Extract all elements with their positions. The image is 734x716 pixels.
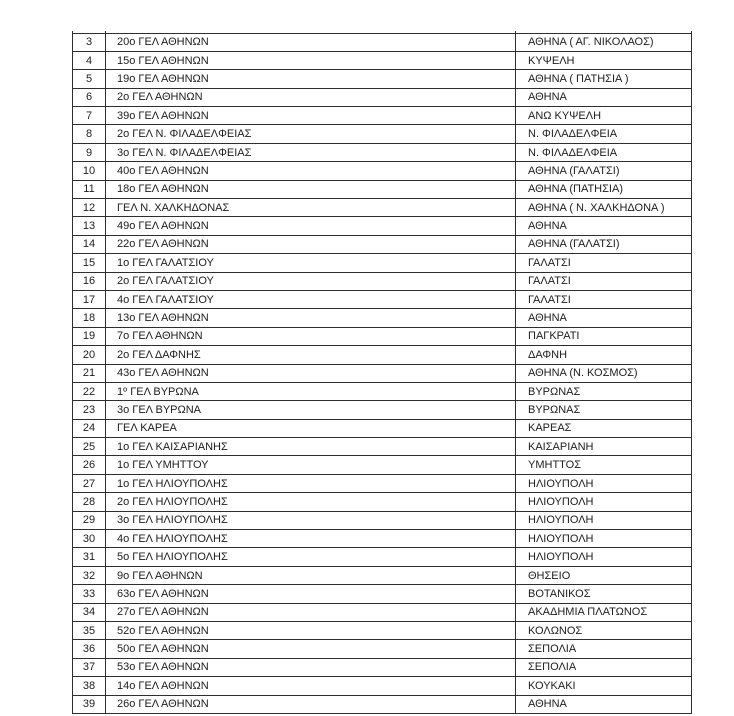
school-table	[72, 31, 692, 714]
table-row	[73, 70, 692, 88]
row-number-cell: 9	[73, 143, 106, 161]
row-number-cell: 33	[73, 585, 106, 603]
area-cell: ΗΛΙΟΥΠΟΛΗ	[516, 530, 692, 548]
table-row	[73, 677, 692, 695]
school-name-cell: 22ο ΓΕΛ ΑΘΗΝΩΝ	[106, 235, 516, 253]
school-name-cell: 1ο ΓΕΛ ΗΛΙΟΥΠΟΛΗΣ	[106, 474, 516, 492]
school-name-cell: 3ο ΓΕΛ ΗΛΙΟΥΠΟΛΗΣ	[106, 511, 516, 529]
table-row	[73, 125, 692, 143]
table-row	[73, 419, 692, 437]
area-cell: ΒΥΡΩΝΑΣ	[516, 401, 692, 419]
table-row	[73, 401, 692, 419]
area-cell: ΥΜΗΤΤΟΣ	[516, 456, 692, 474]
table-row	[73, 603, 692, 621]
table-row	[73, 272, 692, 290]
table-row	[73, 585, 692, 603]
table-row	[73, 180, 692, 198]
area-cell: ΑΘΗΝΑ ( ΑΓ. ΝΙΚΟΛΑΟΣ)	[516, 33, 692, 51]
school-name-cell: 3ο ΓΕΛ ΒΥΡΩΝΑ	[106, 401, 516, 419]
row-number-cell: 32	[73, 566, 106, 584]
row-number-cell: 14	[73, 235, 106, 253]
row-number-cell: 29	[73, 511, 106, 529]
row-number-cell: 28	[73, 493, 106, 511]
row-number-cell: 19	[73, 327, 106, 345]
area-cell: ΑΘΗΝΑ	[516, 309, 692, 327]
row-number-cell: 13	[73, 217, 106, 235]
row-number-cell: 21	[73, 364, 106, 382]
table-row	[73, 438, 692, 456]
area-cell: ΗΛΙΟΥΠΟΛΗ	[516, 511, 692, 529]
school-name-cell: 14ο ΓΕΛ ΑΘΗΝΩΝ	[106, 677, 516, 695]
table-row	[73, 493, 692, 511]
area-cell: ΠΑΓΚΡΑΤΙ	[516, 327, 692, 345]
table-row	[73, 199, 692, 217]
row-number-cell: 25	[73, 438, 106, 456]
school-name-cell: 15ο ΓΕΛ ΑΘΗΝΩΝ	[106, 51, 516, 69]
table-row	[73, 511, 692, 529]
area-cell: ΑΘΗΝΑ ( Ν. ΧΑΛΚΗΔΟΝΑ )	[516, 199, 692, 217]
table-row	[73, 456, 692, 474]
school-table-body	[73, 31, 692, 713]
table-row	[73, 364, 692, 382]
school-name-cell: 63ο ΓΕΛ ΑΘΗΝΩΝ	[106, 585, 516, 603]
area-cell: ΑΘΗΝΑ (Ν. ΚΟΣΜΟΣ)	[516, 364, 692, 382]
row-number-cell: 26	[73, 456, 106, 474]
area-cell: Ν. ΦΙΛΑΔΕΛΦΕΙΑ	[516, 125, 692, 143]
row-number-cell: 17	[73, 290, 106, 308]
row-number-cell: 11	[73, 180, 106, 198]
school-name-cell: 2ο ΓΕΛ ΗΛΙΟΥΠΟΛΗΣ	[106, 493, 516, 511]
area-cell: ΑΘΗΝΑ ( ΠΑΤΗΣΙΑ )	[516, 70, 692, 88]
school-name-cell: 39ο ΓΕΛ ΑΘΗΝΩΝ	[106, 107, 516, 125]
table-row	[73, 235, 692, 253]
area-cell: ΑΝΩ ΚΥΨΕΛΗ	[516, 107, 692, 125]
school-name-cell: 2ο ΓΕΛ ΔΑΦΝΗΣ	[106, 346, 516, 364]
row-number-cell: 37	[73, 658, 106, 676]
school-name-cell: 1ο ΓΕΛ ΓΑΛΑΤΣΙΟΥ	[106, 254, 516, 272]
row-number-cell: 39	[73, 695, 106, 713]
row-number-cell: 36	[73, 640, 106, 658]
row-number-cell: 6	[73, 88, 106, 106]
table-row	[73, 566, 692, 584]
area-cell: ΣΕΠΟΛΙΑ	[516, 640, 692, 658]
area-cell: ΑΘΗΝΑ (ΓΑΛΑΤΣΙ)	[516, 235, 692, 253]
school-name-cell: 4ο ΓΕΛ ΓΑΛΑΤΣΙΟΥ	[106, 290, 516, 308]
table-row	[73, 217, 692, 235]
table-row	[73, 51, 692, 69]
table-row	[73, 309, 692, 327]
area-cell: ΑΚΑΔΗΜΙΑ ΠΛΑΤΩΝΟΣ	[516, 603, 692, 621]
row-number-cell: 27	[73, 474, 106, 492]
school-name-cell: 2ο ΓΕΛ ΑΘΗΝΩΝ	[106, 88, 516, 106]
table-row	[73, 107, 692, 125]
row-number-cell: 12	[73, 199, 106, 217]
area-cell: ΑΘΗΝΑ (ΓΑΛΑΤΣΙ)	[516, 162, 692, 180]
row-number-cell: 35	[73, 622, 106, 640]
row-number-cell: 7	[73, 107, 106, 125]
school-name-cell: 53ο ΓΕΛ ΑΘΗΝΩΝ	[106, 658, 516, 676]
row-number-cell: 22	[73, 382, 106, 400]
row-number-cell: 24	[73, 419, 106, 437]
school-name-cell: 19ο ΓΕΛ ΑΘΗΝΩΝ	[106, 70, 516, 88]
table-row	[73, 290, 692, 308]
table-row	[73, 548, 692, 566]
row-number-cell: 16	[73, 272, 106, 290]
area-cell: ΘΗΣΕΙΟ	[516, 566, 692, 584]
row-number-cell: 18	[73, 309, 106, 327]
row-number-cell: 31	[73, 548, 106, 566]
table-row	[73, 474, 692, 492]
area-cell: ΑΘΗΝΑ	[516, 88, 692, 106]
school-name-cell: 43ο ΓΕΛ ΑΘΗΝΩΝ	[106, 364, 516, 382]
school-name-cell: 5ο ΓΕΛ ΗΛΙΟΥΠΟΛΗΣ	[106, 548, 516, 566]
school-name-cell: 3ο ΓΕΛ Ν. ΦΙΛΑΔΕΛΦΕΙΑΣ	[106, 143, 516, 161]
table-row	[73, 162, 692, 180]
school-name-cell: 50ο ΓΕΛ ΑΘΗΝΩΝ	[106, 640, 516, 658]
row-number-cell: 4	[73, 51, 106, 69]
school-name-cell: 27ο ΓΕΛ ΑΘΗΝΩΝ	[106, 603, 516, 621]
table-row	[73, 658, 692, 676]
table-row	[73, 254, 692, 272]
row-number-cell: 38	[73, 677, 106, 695]
row-number-cell: 3	[73, 33, 106, 51]
school-name-cell: 1ο ΓΕΛ ΥΜΗΤΤΟΥ	[106, 456, 516, 474]
school-name-cell: 18ο ΓΕΛ ΑΘΗΝΩΝ	[106, 180, 516, 198]
table-row	[73, 143, 692, 161]
school-name-cell: 20ο ΓΕΛ ΑΘΗΝΩΝ	[106, 33, 516, 51]
area-cell: ΚΑΙΣΑΡΙΑΝΗ	[516, 438, 692, 456]
area-cell: ΚΑΡΕΑΣ	[516, 419, 692, 437]
row-number-cell: 5	[73, 70, 106, 88]
area-cell: ΑΘΗΝΑ	[516, 695, 692, 713]
area-cell: ΒΟΤΑΝΙΚΟΣ	[516, 585, 692, 603]
area-cell: ΓΑΛΑΤΣΙ	[516, 272, 692, 290]
school-name-cell: 2ο ΓΕΛ Ν. ΦΙΛΑΔΕΛΦΕΙΑΣ	[106, 125, 516, 143]
area-cell: ΚΟΥΚΑΚΙ	[516, 677, 692, 695]
area-cell: ΗΛΙΟΥΠΟΛΗ	[516, 493, 692, 511]
school-name-cell: 52ο ΓΕΛ ΑΘΗΝΩΝ	[106, 622, 516, 640]
area-cell: ΓΑΛΑΤΣΙ	[516, 254, 692, 272]
row-number-cell: 34	[73, 603, 106, 621]
school-name-cell: 9ο ΓΕΛ ΑΘΗΝΩΝ	[106, 566, 516, 584]
school-name-cell: 1º ΓΕΛ ΒΥΡΩΝΑ	[106, 382, 516, 400]
table-row	[73, 640, 692, 658]
row-number-cell: 8	[73, 125, 106, 143]
school-name-cell: 1ο ΓΕΛ ΚΑΙΣΑΡΙΑΝΗΣ	[106, 438, 516, 456]
area-cell: ΣΕΠΟΛΙΑ	[516, 658, 692, 676]
area-cell: ΚΟΛΩΝΟΣ	[516, 622, 692, 640]
area-cell: ΗΛΙΟΥΠΟΛΗ	[516, 548, 692, 566]
area-cell: ΗΛΙΟΥΠΟΛΗ	[516, 474, 692, 492]
school-name-cell: 40ο ΓΕΛ ΑΘΗΝΩΝ	[106, 162, 516, 180]
school-name-cell: 7ο ΓΕΛ ΑΘΗΝΩΝ	[106, 327, 516, 345]
school-name-cell: 4ο ΓΕΛ ΗΛΙΟΥΠΟΛΗΣ	[106, 530, 516, 548]
school-name-cell: ΓΕΛ Ν. ΧΑΛΚΗΔΟΝΑΣ	[106, 199, 516, 217]
area-cell: ΑΘΗΝΑ (ΠΑΤΗΣΙΑ)	[516, 180, 692, 198]
area-cell: Ν. ΦΙΛΑΔΕΛΦΕΙΑ	[516, 143, 692, 161]
row-number-cell: 23	[73, 401, 106, 419]
area-cell: ΓΑΛΑΤΣΙ	[516, 290, 692, 308]
table-row	[73, 622, 692, 640]
table-row	[73, 33, 692, 51]
area-cell: ΚΥΨΕΛΗ	[516, 51, 692, 69]
row-number-cell: 30	[73, 530, 106, 548]
school-name-cell: 26ο ΓΕΛ ΑΘΗΝΩΝ	[106, 695, 516, 713]
table-row	[73, 346, 692, 364]
school-name-cell: 49ο ΓΕΛ ΑΘΗΝΩΝ	[106, 217, 516, 235]
row-number-cell: 10	[73, 162, 106, 180]
school-name-cell: ΓΕΛ ΚΑΡΕΑ	[106, 419, 516, 437]
table-row	[73, 88, 692, 106]
table-row	[73, 327, 692, 345]
area-cell: ΒΥΡΩΝΑΣ	[516, 382, 692, 400]
row-number-cell: 15	[73, 254, 106, 272]
row-number-cell: 20	[73, 346, 106, 364]
school-name-cell: 2ο ΓΕΛ ΓΑΛΑΤΣΙΟΥ	[106, 272, 516, 290]
school-name-cell: 13ο ΓΕΛ ΑΘΗΝΩΝ	[106, 309, 516, 327]
table-row	[73, 530, 692, 548]
area-cell: ΑΘΗΝΑ	[516, 217, 692, 235]
table-row	[73, 382, 692, 400]
area-cell: ΔΑΦΝΗ	[516, 346, 692, 364]
table-row	[73, 695, 692, 713]
